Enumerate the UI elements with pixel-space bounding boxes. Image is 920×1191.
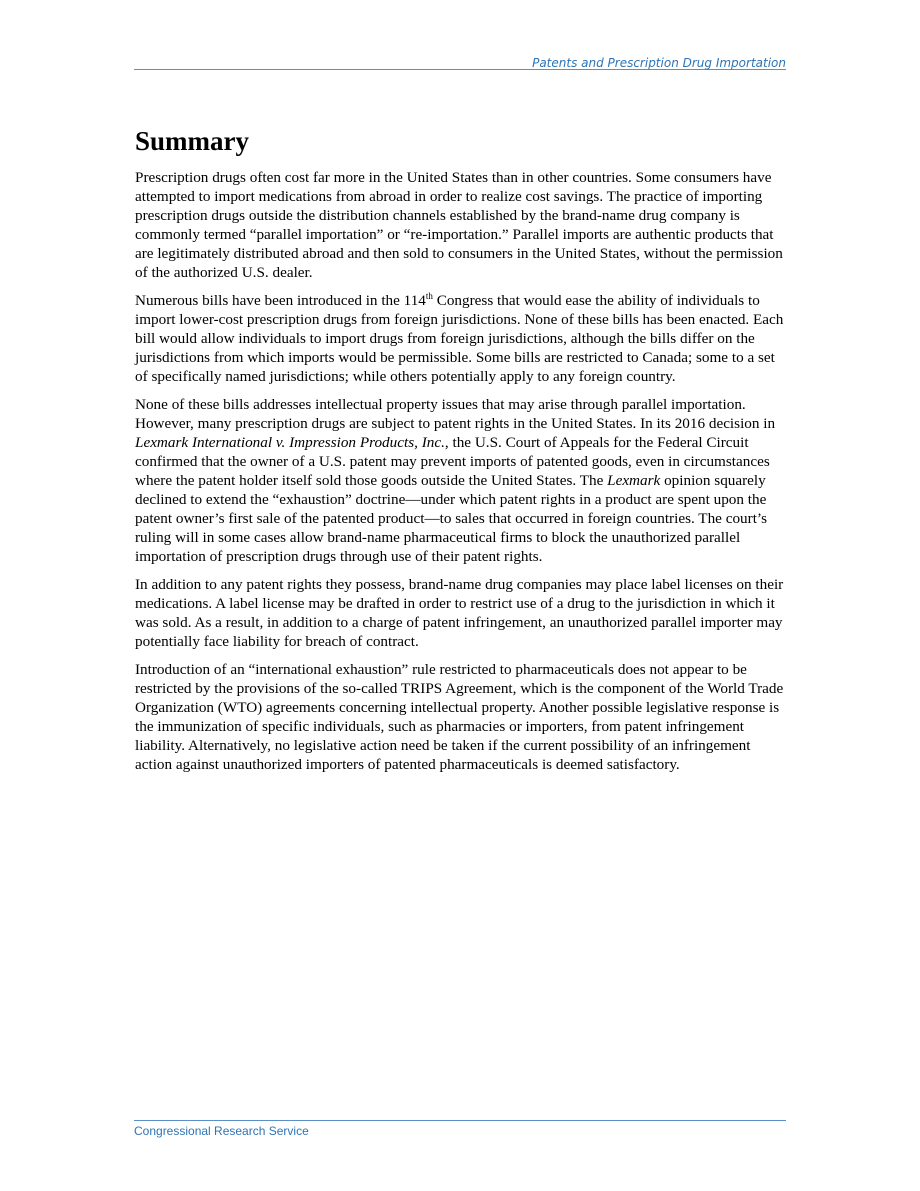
paragraph-3-text-a: None of these bills addresses intellectual property issues that may arise through parallel importation. However, many prescription drugs are subject to patent rights in the United States. In its 2016 decision in xyxy=(135,396,776,432)
running-title: Patents and Prescription Drug Importation xyxy=(532,56,786,70)
paragraph-2-text-a: Numerous bills have been introduced in the 114 xyxy=(135,292,426,309)
paragraph-5: Introduction of an “international exhaustion” rule restricted to pharmaceuticals does not appear to be restricted by the provisions of the so-called TRIPS Agreement, which is the component of the World Trade Organization (WTO) agreements concerning intellectual property. Another possible legislative response is the immunization of specific individuals, such as pharmacies or importers, from patent infringement liability. Alternatively, no legislative action need be taken if the current possibility of an infringement action against unauthorized importers of patented pharmaceuticals is deemed satisfactory. xyxy=(135,661,784,773)
paragraph-4: In addition to any patent rights they possess, brand-name drug companies may place label licenses on their medications. A label license may be drafted in order to restrict use of a drug to the jurisdiction in which it was sold. As a result, in addition to a charge of patent infringement, an unauthorized parallel importer may potentially face liability for breach of contract. xyxy=(135,576,784,650)
section-heading: Summary xyxy=(135,126,249,156)
case-name-short: Lexmark xyxy=(607,472,661,489)
footer-organization: Congressional Research Service xyxy=(134,1124,309,1138)
paragraph-2-text-b: Congress that would ease the ability of individuals to import lower-cost prescription drugs from foreign jurisdictions. None of these bills has been enacted. Each bill would allow individuals to import drugs from foreign jurisdictions, although the bills differ on the jurisdictions from which imports would be permissible. Some bills are restricted to Canada; some to a set of specifically named jurisdictions; while others potentially apply to any foreign country. xyxy=(135,292,784,385)
paragraph-1: Prescription drugs often cost far more in the United States than in other countries. Some consumers have attempted to import medications from abroad in order to realize cost savings. The practice of importing prescription drugs outside the distribution channels established by the brand-name drug company is commonly termed “parallel importation” or “re-importation.” Parallel imports are authentic products that are legitimately distributed abroad and then sold to consumers in the United States, without the permission of the authorized U.S. dealer. xyxy=(135,169,783,281)
paragraph-3 xyxy=(135,395,787,566)
page-header xyxy=(134,54,786,70)
case-name: Lexmark International v. Impression Products, Inc. xyxy=(135,434,445,451)
paragraph-3-text-b: , the U.S. Court of Appeals for the Federal Circuit confirmed that the owner of a U.S. patent may prevent imports of patented goods, even in circumstances where the patent holder itself sold those goods outside the United States. The xyxy=(135,434,770,489)
document-body xyxy=(135,125,787,783)
page-footer xyxy=(134,1120,786,1138)
paragraph-2 xyxy=(135,291,787,386)
ordinal-superscript: th xyxy=(425,291,433,301)
paragraph-3-text-c: opinion squarely declined to extend the “exhaustion” doctrine—under which patent rights in a product are spent upon the patent owner’s first sale of the patented product—to sales that occurred in foreign countries. The court’s ruling will in some cases allow brand-name pharmaceutical firms to block the unauthorized parallel importation of prescription drugs through use of their patent rights. xyxy=(135,472,768,565)
